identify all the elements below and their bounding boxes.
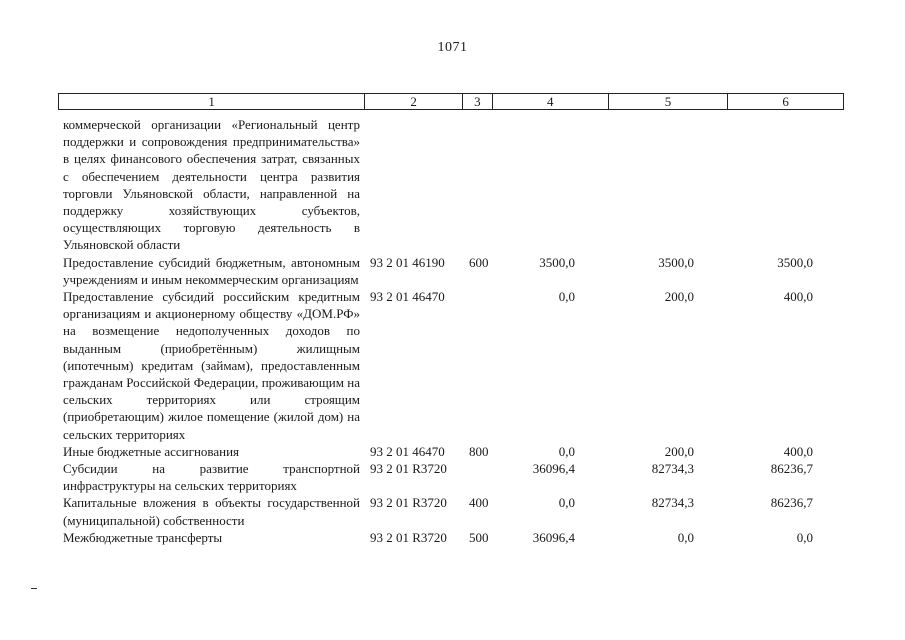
- row-expense-type: 800: [469, 443, 489, 459]
- table-row: [63, 443, 853, 460]
- row-value-col6: 86236,7: [770, 495, 813, 511]
- row-value-col5: 0,0: [677, 529, 694, 545]
- row-value-col5: 82734,3: [651, 495, 694, 511]
- row-value-col4: 0,0: [558, 495, 575, 511]
- row-value-col5: 200,0: [664, 289, 694, 305]
- table-header: [58, 93, 844, 110]
- row-code: 93 2 01 46470: [370, 289, 445, 305]
- row-expense-type: 600: [469, 254, 489, 270]
- row-name: Межбюджетные трансферты: [63, 529, 223, 545]
- row-value-col4: 0,0: [558, 289, 575, 305]
- table-row: [63, 494, 853, 528]
- table-row: [63, 116, 853, 254]
- column-header-5: 5: [609, 94, 729, 109]
- row-name: Субсидии на развитие транспортной инфраструктуры на сельских территориях: [63, 461, 360, 494]
- row-value-col6: 400,0: [783, 443, 813, 459]
- row-name: Капитальные вложения в объекты государственной (муниципальной) собственности: [63, 495, 360, 528]
- table-body: [63, 116, 853, 546]
- row-name: Предоставление субсидий бюджетным, автономным учреждениям и иным некоммерческим организациям: [63, 254, 360, 287]
- row-value-col4: 36096,4: [532, 529, 575, 545]
- column-header-1: 1: [59, 94, 365, 109]
- row-name: коммерческой организации «Региональный центр поддержки и сопровождения предпринимательства» в целях финансового обеспечения затрат, связанных с обеспечением деятельности центра развития торговли Ульяновской области, направленной на поддержку хозяйствующих субъектов, осуществляющих торговую деятельность в Ульяновской области: [63, 117, 360, 253]
- row-expense-type: 400: [469, 495, 489, 511]
- table-row: [63, 460, 853, 494]
- row-name: Предоставление субсидий российским кредитным организациям и акционерному обществу «ДОМ.РФ» на возмещение недополученных доходов по выданным (приобретённым) жилищным (ипотечным) кредитам (займам), предоставленным гражданам Российской Федерации, проживающим на сельских территориях или строящим (приобретающим) жилое помещение (жилой дом) на сельских территориях: [63, 289, 360, 442]
- row-value-col6: 86236,7: [770, 461, 813, 477]
- row-expense-type: 500: [469, 529, 489, 545]
- row-value-col4: 36096,4: [532, 461, 575, 477]
- row-value-col6: 3500,0: [777, 254, 813, 270]
- row-value-col4: 3500,0: [539, 254, 575, 270]
- row-value-col4: 0,0: [558, 443, 575, 459]
- table-row: [63, 529, 853, 546]
- row-code: 93 2 01 46190: [370, 254, 445, 270]
- row-code: 93 2 01 R3720: [370, 529, 447, 545]
- row-code: 93 2 01 R3720: [370, 461, 447, 477]
- table-row: [63, 288, 853, 443]
- column-header-6: 6: [782, 94, 789, 109]
- row-value-col5: 3500,0: [658, 254, 694, 270]
- column-header-3: 3: [463, 94, 493, 109]
- table-row: [63, 254, 853, 288]
- row-value-col6: 400,0: [783, 289, 813, 305]
- column-header-2: 2: [365, 94, 463, 109]
- row-value-col6: 0,0: [796, 529, 813, 545]
- row-name: Иные бюджетные ассигнования: [63, 443, 240, 459]
- page-number: 1071: [437, 40, 468, 55]
- margin-mark: [31, 588, 37, 589]
- row-value-col5: 200,0: [664, 443, 694, 459]
- column-header-4: 4: [493, 94, 609, 109]
- row-value-col5: 82734,3: [651, 461, 694, 477]
- row-code: 93 2 01 46470: [370, 443, 445, 459]
- row-code: 93 2 01 R3720: [370, 495, 447, 511]
